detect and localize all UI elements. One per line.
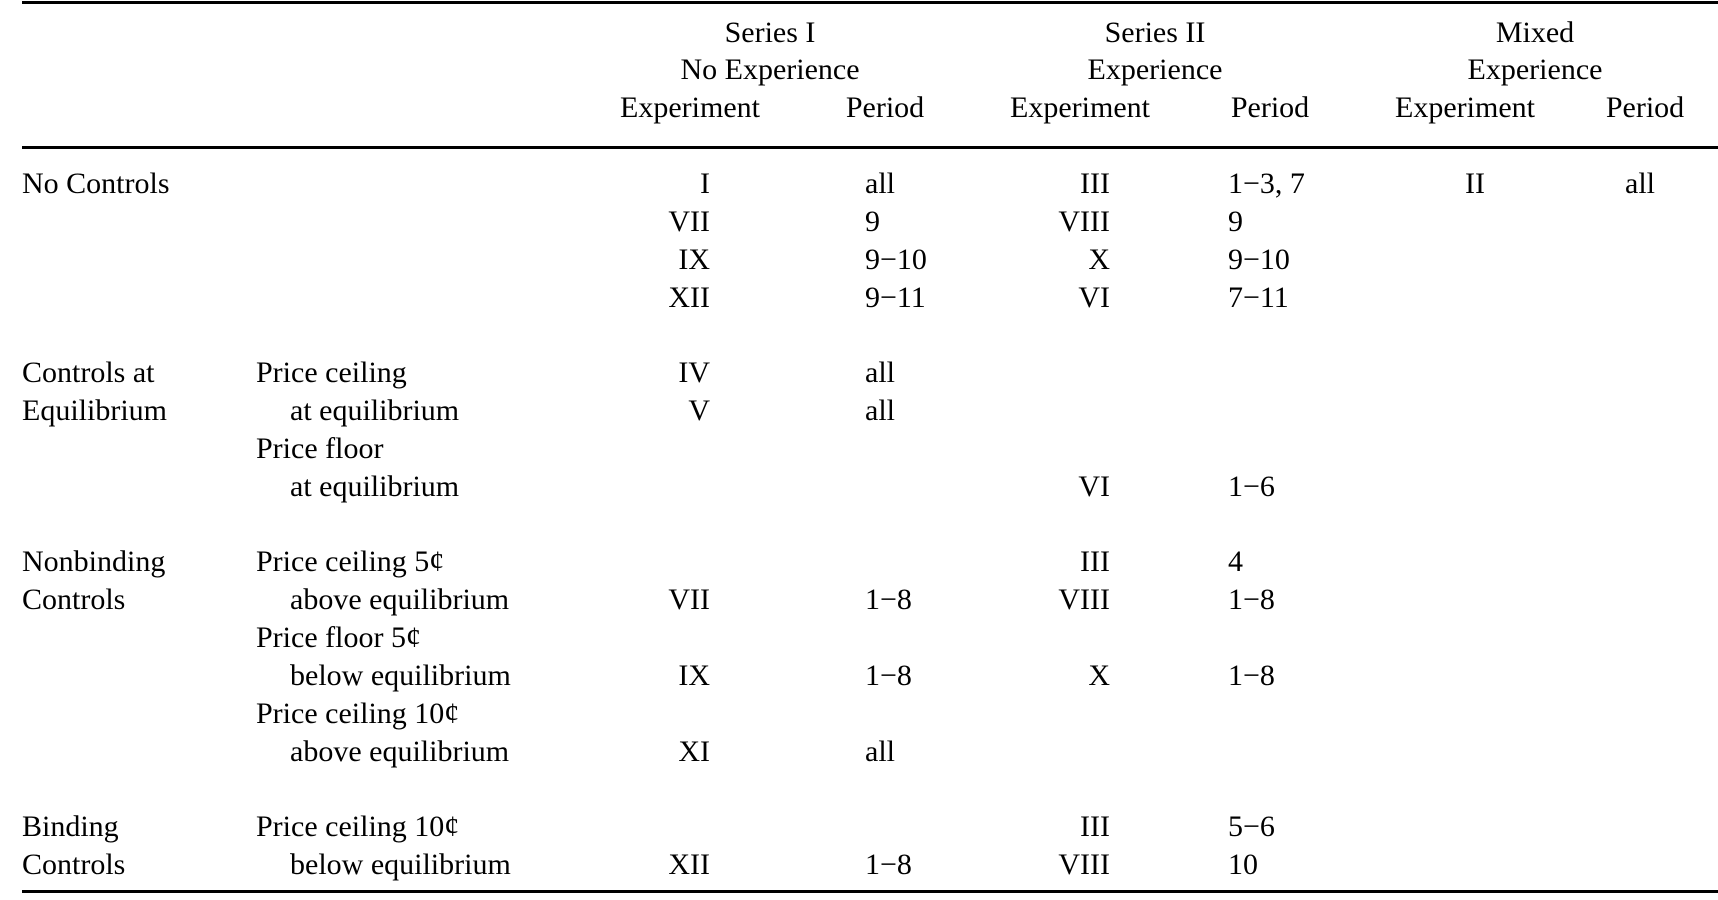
series2-experiment: VIII (1058, 205, 1110, 238)
series1-period: all (865, 735, 895, 768)
group-header-line1: Series I (724, 16, 816, 49)
row-subcategory: at equilibrium (290, 470, 460, 503)
series2-experiment: VI (1078, 281, 1110, 314)
subheader-period: Period (1230, 91, 1310, 124)
series1-experiment: IV (678, 356, 710, 389)
row-subcategory: Price ceiling 5¢ (256, 545, 445, 578)
row-category: Controls (22, 583, 126, 616)
series1-period: all (865, 394, 895, 427)
series1-period: 9 (865, 205, 880, 238)
series1-period: 1−8 (865, 848, 912, 881)
subheader-period: Period (845, 91, 925, 124)
series2-experiment: VIII (1058, 583, 1110, 616)
series1-period: 9−10 (865, 243, 927, 276)
series1-experiment: I (700, 167, 710, 200)
row-category: Controls at (22, 356, 155, 389)
series2-period: 5−6 (1228, 810, 1275, 843)
series2-period: 1−8 (1228, 659, 1275, 692)
series1-experiment: VII (668, 583, 710, 616)
series2-period: 10 (1228, 848, 1258, 881)
bottom-rule (22, 890, 1718, 893)
subheader-experiment: Experiment (1395, 91, 1535, 124)
series1-experiment: IX (678, 659, 710, 692)
series1-experiment: XII (668, 848, 710, 881)
series2-experiment: III (1080, 545, 1110, 578)
row-category: Nonbinding (22, 545, 166, 578)
row-subcategory: below equilibrium (290, 848, 511, 881)
series1-experiment: VII (668, 205, 710, 238)
group-header-line1: Mixed (1495, 16, 1575, 49)
group-header-mixed (1365, 14, 1705, 88)
series1-period: 9−11 (865, 281, 926, 314)
group-header-series-1 (600, 14, 940, 88)
series1-experiment: V (688, 394, 710, 427)
series2-period: 7−11 (1228, 281, 1289, 314)
series2-experiment: X (1088, 659, 1110, 692)
mixed-period: all (1625, 167, 1655, 200)
series2-experiment: X (1088, 243, 1110, 276)
series1-period: all (865, 167, 895, 200)
row-subcategory: above equilibrium (290, 735, 510, 768)
row-subcategory: Price ceiling (256, 356, 407, 389)
group-header-line2: Experience (1467, 53, 1603, 86)
series2-experiment: III (1080, 167, 1110, 200)
row-subcategory: Price floor (256, 432, 384, 465)
row-subcategory: Price floor 5¢ (256, 621, 421, 654)
group-header-line2: Experience (1087, 53, 1223, 86)
subheader-experiment: Experiment (620, 91, 760, 124)
mixed-experiment: II (1465, 167, 1485, 200)
series1-period: 1−8 (865, 659, 912, 692)
series1-period: 1−8 (865, 583, 912, 616)
row-subcategory: Price ceiling 10¢ (256, 697, 460, 730)
row-subcategory: above equilibrium (290, 583, 510, 616)
row-subcategory: at equilibrium (290, 394, 460, 427)
row-subcategory: below equilibrium (290, 659, 511, 692)
series2-experiment: VI (1078, 470, 1110, 503)
subheader-experiment: Experiment (1010, 91, 1150, 124)
group-header-series-2 (985, 14, 1325, 88)
series1-experiment: XI (678, 735, 710, 768)
row-category: No Controls (22, 167, 170, 200)
row-category: Equilibrium (22, 394, 167, 427)
series2-experiment: VIII (1058, 848, 1110, 881)
series1-period: all (865, 356, 895, 389)
group-header-line2: No Experience (680, 53, 860, 86)
series1-experiment: XII (668, 281, 710, 314)
subheader-period: Period (1605, 91, 1685, 124)
group-header-line1: Series II (1104, 16, 1206, 49)
row-category: Controls (22, 848, 126, 881)
header-rule (22, 146, 1718, 149)
series2-period: 1−6 (1228, 470, 1275, 503)
series1-experiment: IX (678, 243, 710, 276)
row-subcategory: Price ceiling 10¢ (256, 810, 460, 843)
series2-period: 4 (1228, 545, 1243, 578)
series2-period: 1−8 (1228, 583, 1275, 616)
series2-period: 1−3, 7 (1228, 167, 1305, 200)
series2-period: 9 (1228, 205, 1243, 238)
series2-period: 9−10 (1228, 243, 1290, 276)
series2-experiment: III (1080, 810, 1110, 843)
top-rule (22, 1, 1718, 4)
row-category: Binding (22, 810, 119, 843)
